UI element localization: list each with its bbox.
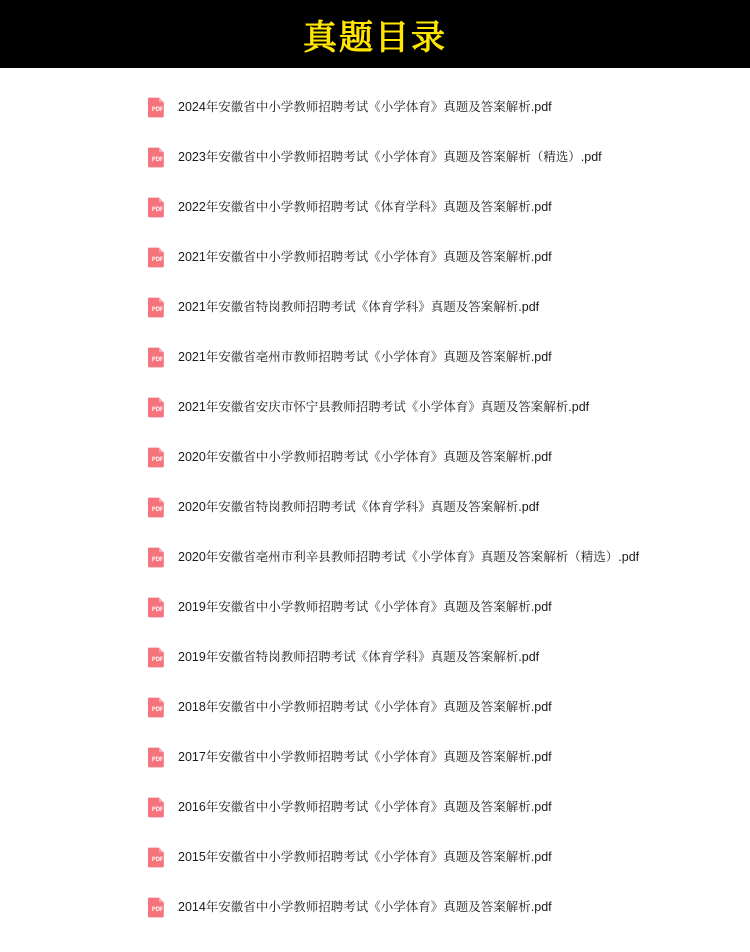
file-name: 2016年安徽省中小学教师招聘考试《小学体育》真题及答案解析.pdf	[178, 799, 552, 814]
file-name: 2021年安徽省安庆市怀宁县教师招聘考试《小学体育》真题及答案解析.pdf	[178, 399, 590, 414]
file-name: 2019年安徽省中小学教师招聘考试《小学体育》真题及答案解析.pdf	[178, 599, 552, 614]
list-item[interactable]	[0, 332, 750, 382]
pdf-file-icon	[148, 397, 165, 418]
file-name: 2017年安徽省中小学教师招聘考试《小学体育》真题及答案解析.pdf	[178, 749, 552, 764]
pdf-file-icon	[148, 597, 165, 618]
list-item[interactable]	[0, 782, 750, 832]
pdf-file-icon	[148, 697, 165, 718]
file-name: 2020年安徽省特岗教师招聘考试《体育学科》真题及答案解析.pdf	[178, 499, 540, 514]
file-name: 2023年安徽省中小学教师招聘考试《小学体育》真题及答案解析（精选）.pdf	[178, 149, 602, 164]
pdf-file-icon	[148, 147, 165, 168]
file-name: 2022年安徽省中小学教师招聘考试《体育学科》真题及答案解析.pdf	[178, 199, 552, 214]
pdf-file-icon	[148, 547, 165, 568]
pdf-file-icon	[148, 347, 165, 368]
file-name: 2024年安徽省中小学教师招聘考试《小学体育》真题及答案解析.pdf	[178, 99, 552, 114]
list-item[interactable]	[0, 882, 750, 932]
list-item[interactable]	[0, 682, 750, 732]
list-item[interactable]	[0, 232, 750, 282]
list-item[interactable]	[0, 732, 750, 782]
list-item[interactable]	[0, 582, 750, 632]
file-name: 2015年安徽省中小学教师招聘考试《小学体育》真题及答案解析.pdf	[178, 849, 552, 864]
pdf-file-icon	[148, 297, 165, 318]
file-name: 2021年安徽省亳州市教师招聘考试《小学体育》真题及答案解析.pdf	[178, 349, 552, 364]
pdf-file-icon	[148, 797, 165, 818]
file-name: 2021年安徽省中小学教师招聘考试《小学体育》真题及答案解析.pdf	[178, 249, 552, 264]
file-name: 2014年安徽省中小学教师招聘考试《小学体育》真题及答案解析.pdf	[178, 899, 552, 914]
pdf-file-icon	[148, 747, 165, 768]
header-banner	[0, 0, 750, 68]
pdf-file-icon	[148, 447, 165, 468]
file-name: 2018年安徽省中小学教师招聘考试《小学体育》真题及答案解析.pdf	[178, 699, 552, 714]
file-name: 2020年安徽省亳州市利辛县教师招聘考试《小学体育》真题及答案解析（精选）.pdf	[178, 549, 640, 564]
pdf-file-icon	[148, 197, 165, 218]
pdf-file-icon	[148, 647, 165, 668]
list-item[interactable]	[0, 132, 750, 182]
list-item[interactable]	[0, 282, 750, 332]
file-name: 2019年安徽省特岗教师招聘考试《体育学科》真题及答案解析.pdf	[178, 649, 540, 664]
list-item[interactable]	[0, 82, 750, 132]
pdf-file-icon	[148, 897, 165, 918]
list-item[interactable]	[0, 632, 750, 682]
pdf-file-icon	[148, 97, 165, 118]
file-list	[0, 82, 750, 952]
list-item[interactable]	[0, 532, 750, 582]
file-name: 2021年安徽省特岗教师招聘考试《体育学科》真题及答案解析.pdf	[178, 299, 540, 314]
pdf-file-icon	[148, 247, 165, 268]
list-item[interactable]	[0, 382, 750, 432]
pdf-file-icon	[148, 847, 165, 868]
pdf-file-icon	[148, 497, 165, 518]
list-item[interactable]	[0, 482, 750, 532]
list-item[interactable]	[0, 182, 750, 232]
list-item[interactable]	[0, 432, 750, 482]
file-name: 2020年安徽省中小学教师招聘考试《小学体育》真题及答案解析.pdf	[178, 449, 552, 464]
list-item[interactable]	[0, 832, 750, 882]
page-title: 真题目录	[303, 17, 447, 58]
